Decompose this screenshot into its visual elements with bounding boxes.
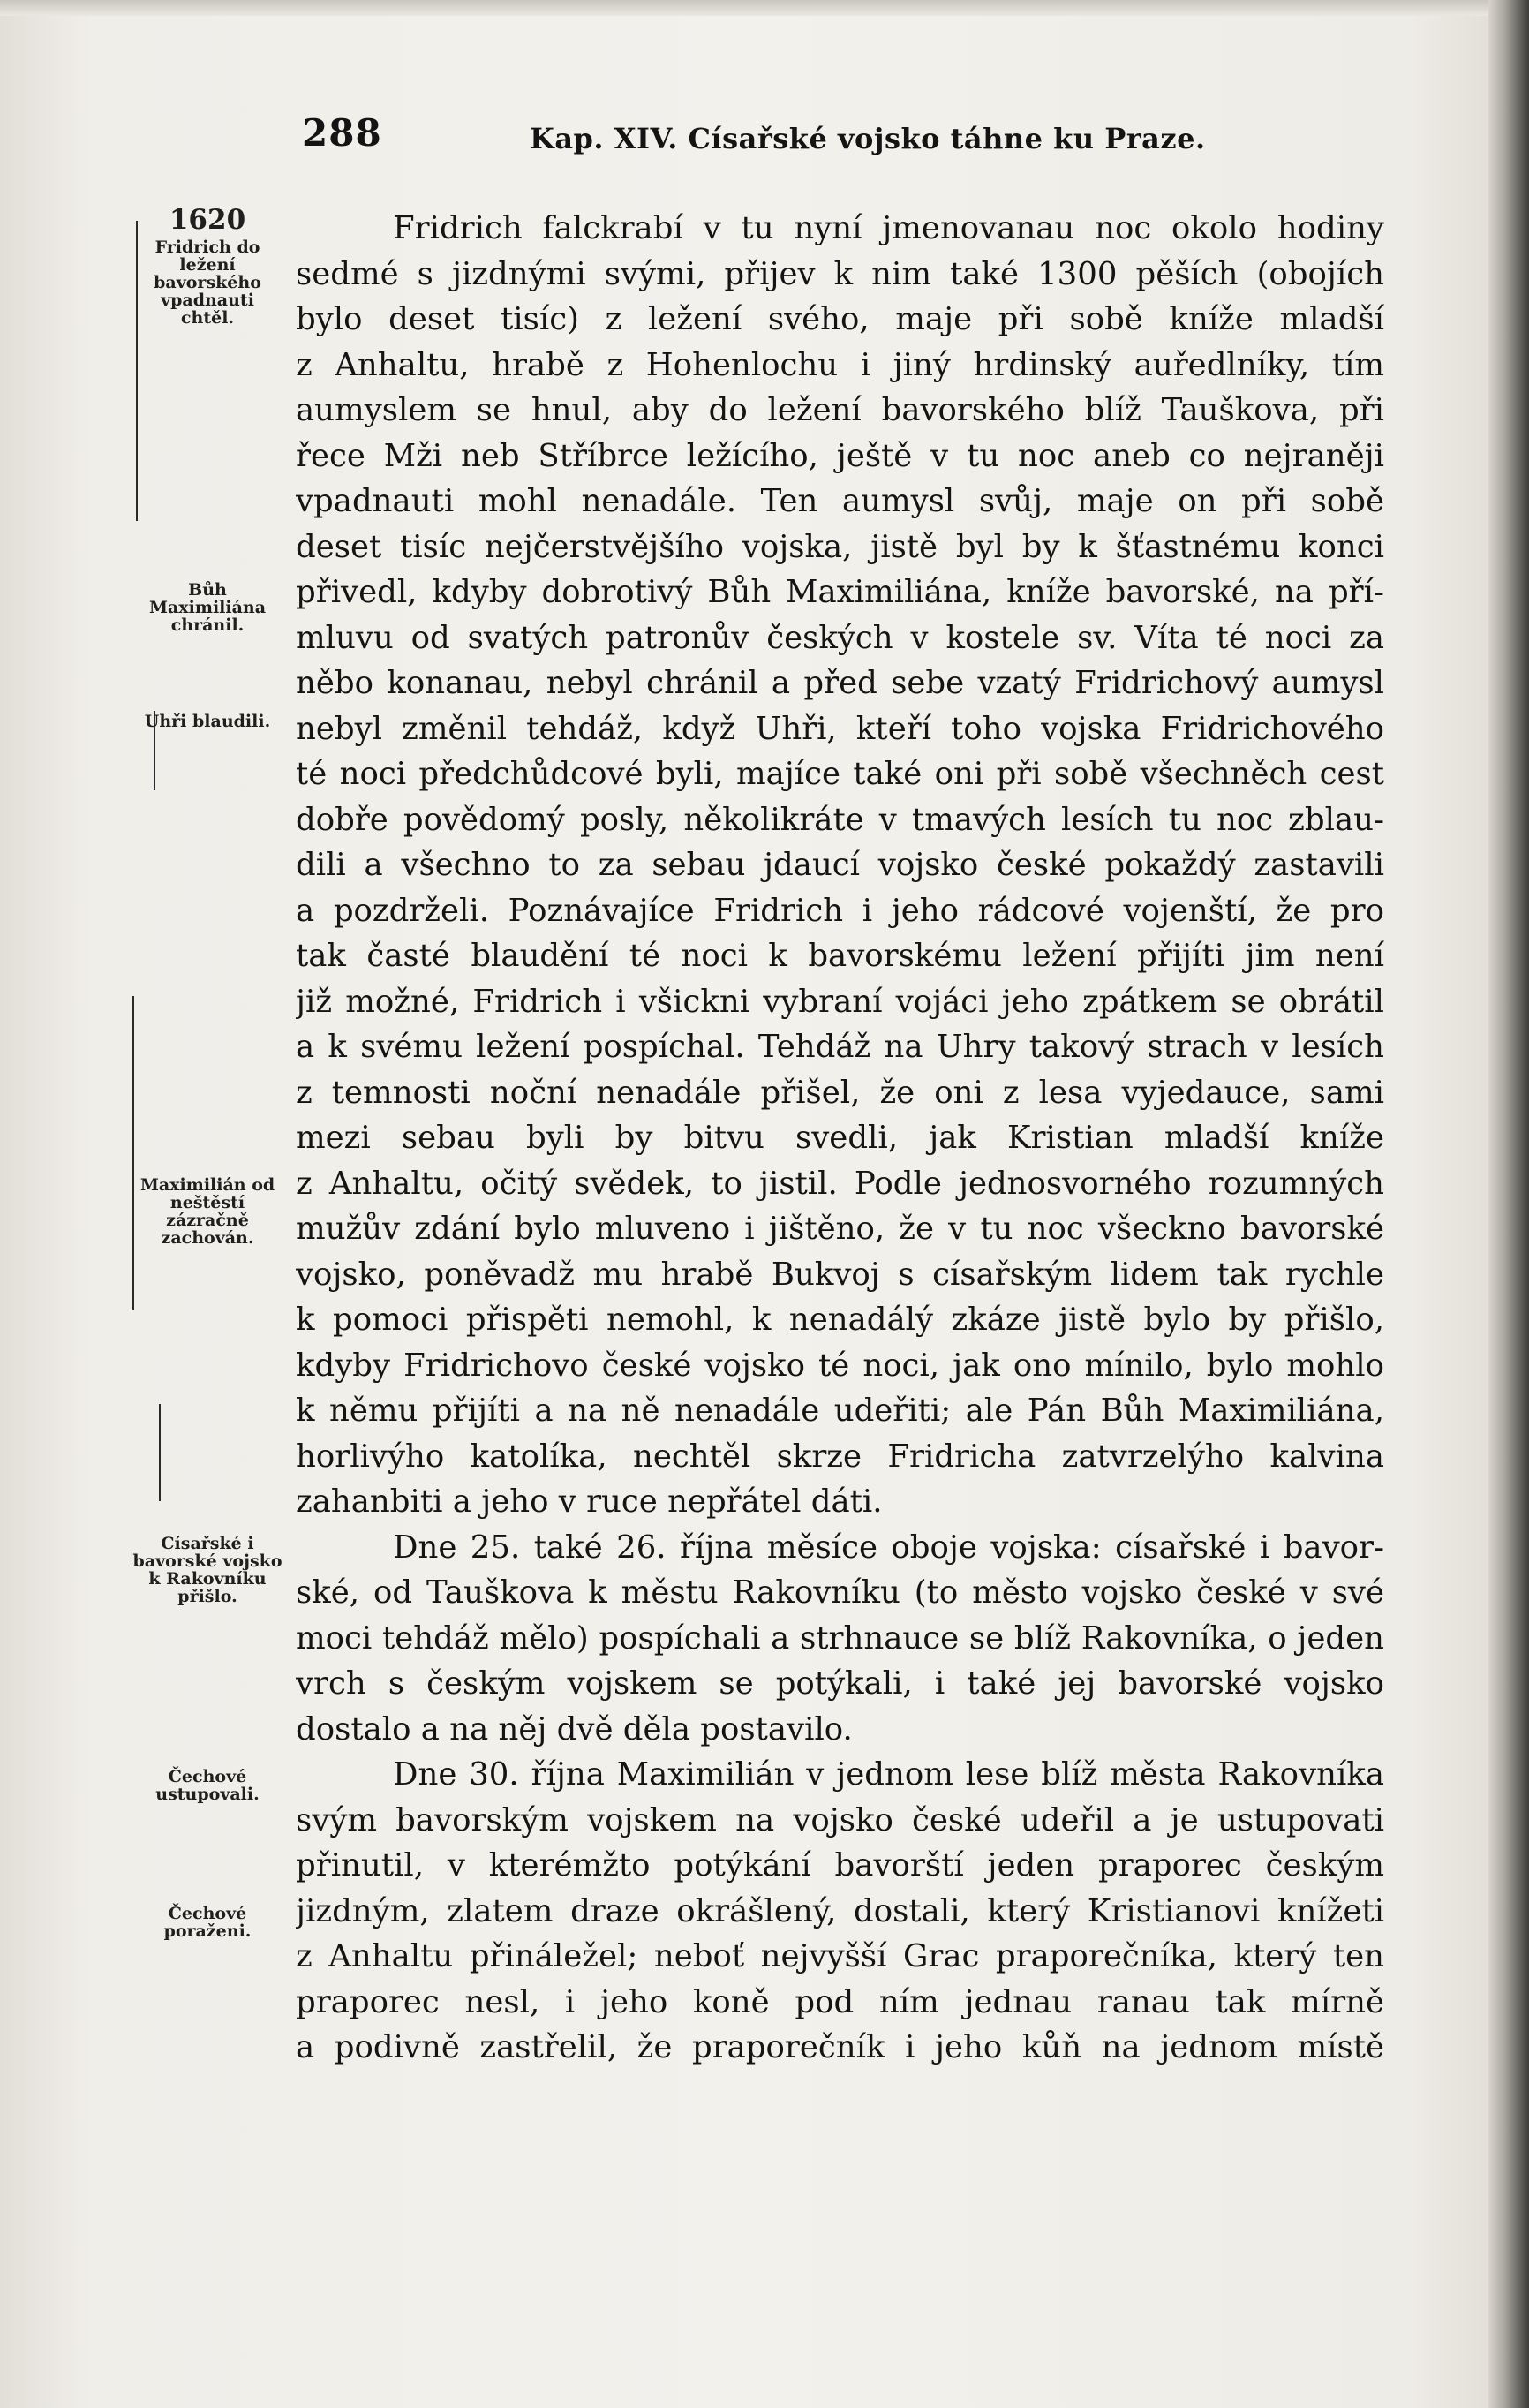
text-line: té noci předchůdcové byli, majíce také oni při sobě všechněch cest <box>296 756 1384 792</box>
text-line: praporec nesl, i jeho koně pod ním jednau ranau tak mírně <box>296 1983 1384 2020</box>
text-line: aumyslem se hnul, aby do ležení bavorského blíž Tauškova, při <box>296 392 1384 428</box>
text-line: mužův zdání bylo mluveno i jištěno, že v tu noc všeckno bavorské <box>296 1211 1384 1247</box>
text-line: tak časté blaudění té noci k bavorskému ležení přijíti jim není <box>296 938 1384 974</box>
page-top-edge <box>0 0 1529 16</box>
text-line: zahanbiti a jeho v ruce nepřátel dáti. <box>296 1483 883 1520</box>
margin-note: Čechové poraženi. <box>163 1904 252 1941</box>
margin-note: Maximilián od neštěstí zázračně zachován. <box>139 1175 275 1248</box>
text-line: Fridrich falckrabí v tu nyní jmenovanau noc okolo hodiny <box>393 210 1384 246</box>
text-line: dili a všechno to za sebau jdaucí vojsko české pokaždý zastavili <box>296 847 1384 883</box>
margin-bracket <box>159 1404 161 1501</box>
margin-year: 1620 <box>169 204 246 236</box>
text-line: vrch s českým vojskem se potýkali, i také jej bavorské vojsko <box>296 1665 1384 1702</box>
text-line: mezi sebau byli by bitvu svedli, jak Kristian mladší kníže <box>296 1120 1384 1156</box>
text-line: z temnosti noční nenadále přišel, že oni z lesa vyjedauce, sami <box>296 1074 1384 1111</box>
text-line: k němu přijíti a na ně nenadále udeřiti; ale Pán Bůh Maximiliána, <box>296 1393 1384 1429</box>
text-line: z Anhaltu, očitý svědek, to jistil. Podle jednosvorného rozumných <box>296 1165 1384 1202</box>
margin-note: Bůh Maximiliána chránil. <box>148 580 267 635</box>
text-line: kdyby Fridrichovo české vojsko té noci, jak ono mínilo, bylo mohlo <box>296 1347 1384 1384</box>
text-line: z Anhaltu přináležel; neboť nejvyšší Grac praporečníka, který ten <box>296 1938 1384 1974</box>
text-line: dostalo a na něj dvě děla postavilo. <box>296 1710 853 1747</box>
text-line: sedmé s jizdnými svými, přijev k nim také 1300 pěších (obojích <box>296 255 1384 292</box>
text-line: a podivně zastřelil, že praporečník i jeho kůň na jednom místě <box>296 2029 1384 2065</box>
text-line: k pomoci přispěti nemohl, k nenadálý zkáze jistě bylo by přišlo, <box>296 1302 1384 1338</box>
text-line: z Anhaltu, hrabě z Hohenlochu i jiný hrdinský auředlníky, tím <box>296 346 1384 383</box>
text-line: vojsko, poněvadž mu hrabě Bukvoj s císařským lidem tak rychle <box>296 1256 1384 1293</box>
text-line: nebyl změnil tehdáž, když Uhři, kteří toho vojska Fridrichového <box>296 710 1384 747</box>
text-line: vpadnauti mohl nenadále. Ten aumysl svůj, maje on při sobě <box>296 483 1384 519</box>
margin-note: Uhři blaudili. <box>144 712 271 731</box>
page-number: 288 <box>302 111 382 155</box>
margin-note: Čechové ustupovali. <box>155 1767 260 1804</box>
text-line: deset tisíc nejčerstvějšího vojska, jistě byl by k šťastnému konci <box>296 528 1384 565</box>
margin-bracket <box>132 996 134 1310</box>
text-line: řece Mži neb Stříbrce ležícího, ještě v tu noc aneb co nejraněji <box>296 437 1384 474</box>
text-line: svým bavorským vojskem na vojsko české udeřil a je ustupovati <box>296 1801 1384 1838</box>
text-line: dobře povědomý posly, několikráte v tmavých lesích tu noc zblau- <box>296 801 1384 838</box>
text-line: moci tehdáž mělo) pospíchali a strhnauce se blíž Rakovníka, o jeden <box>296 1619 1384 1657</box>
text-line: jizdným, zlatem draze okrášlený, dostali, který Kristianovi knížeti <box>296 1892 1384 1929</box>
text-line: něbo konanau, nebyl chránil a před sebe vzatý Fridrichový aumysl <box>296 665 1384 701</box>
body-text <box>296 206 1384 2071</box>
margin-note <box>132 203 282 327</box>
running-head: Kap. XIV. Císařské vojsko táhne ku Praze. <box>530 122 1206 155</box>
text-line: Dne 25. také 26. října měsíce oboje vojska: císařské i bavor- <box>393 1529 1384 1566</box>
text-line: Dne 30. října Maximilián v jednom lese blíž města Rakovníka <box>393 1756 1384 1793</box>
text-line: a pozdrželi. Poznávajíce Fridrich i jeho rádcové vojenští, že pro <box>296 892 1384 929</box>
text-line: přinutil, v kterémžto potýkání bavorští jeden praporec českým <box>296 1847 1384 1883</box>
page-binding-edge <box>1488 0 1529 2408</box>
text-line: přivedl, kdyby dobrotivý Bůh Maximiliána, kníže bavorské, na pří- <box>296 574 1384 610</box>
text-line: ské, od Tauškova k městu Rakovníku (to město vojsko české v své <box>296 1574 1384 1611</box>
text-line: již možné, Fridrich i všickni vybraní vojáci jeho zpátkem se obrátil <box>296 983 1384 1020</box>
margin-note-text: Fridrich do ležení bavorského vpadnauti chtěl. <box>154 238 261 328</box>
text-line: bylo deset tisíc) z ležení svého, maje při sobě kníže mladší <box>296 301 1384 337</box>
text-line: a k svému ležení pospíchal. Tehdáž na Uhry takový strach v lesích <box>296 1029 1384 1065</box>
margin-note: Císařské i bavorské vojsko k Rakovníku přišlo. <box>132 1534 282 1606</box>
text-line: horlivýho katolíka, nechtěl skrze Fridricha zatvrzelýho kalvina <box>296 1438 1384 1475</box>
text-line: mluvu od svatých patronův českých v kostele sv. Víta té noci za <box>296 619 1384 656</box>
